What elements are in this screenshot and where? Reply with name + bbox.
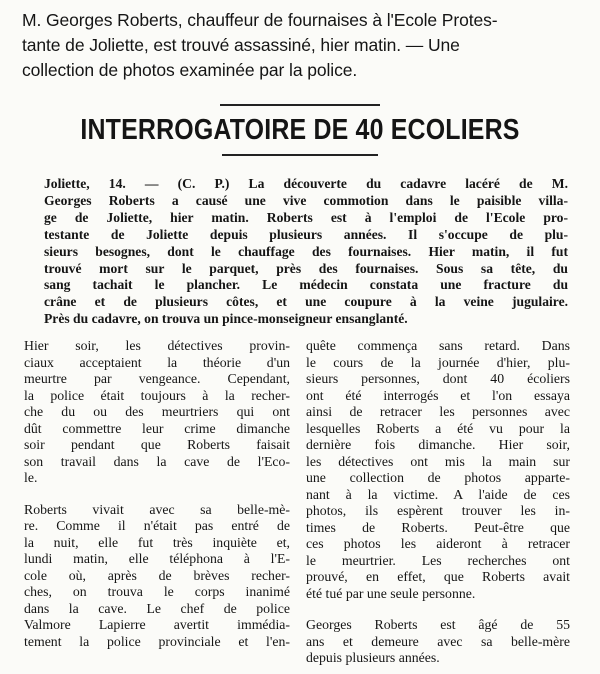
lead-line: Près du cadavre, on trouva un pince-monseigneur ensanglanté. xyxy=(44,311,408,327)
text-line: ciaux acceptaient la théorie d'un xyxy=(24,354,290,370)
text-line: ches, on trouva le corps inanimé xyxy=(24,584,290,599)
text-line: quête commença sans retard. Dans xyxy=(306,338,570,353)
paragraph-gap xyxy=(306,602,570,617)
text-line: ces photos les aideront à retracer xyxy=(306,536,570,551)
text-line: times de Roberts. Peut-être que xyxy=(306,519,570,535)
lead-line: sang tachait le plancher. Le médecin constata une fracture du xyxy=(44,277,568,293)
text-line: Georges Roberts est âgé de 55 xyxy=(306,617,570,632)
lead-line: testante de Joliette depuis plusieurs années. Il s'occupe de plu- xyxy=(44,226,568,242)
body-paragraph xyxy=(24,338,290,487)
text-line: les détectives ont mis la main sur xyxy=(306,453,570,469)
headline-rule-bottom xyxy=(222,154,378,156)
body-column-left xyxy=(24,338,290,650)
text-line: la police était toujours à la recher- xyxy=(24,387,290,403)
lead-line: Joliette, 14. — (C. P.) La découverte du cadavre lacéré de M. xyxy=(44,176,568,191)
text-line: le. xyxy=(24,470,38,485)
text-line: ans et demeure avec sa belle-mère xyxy=(306,633,570,649)
lead-line: crâne et de plusieurs côtes, et une coupure à la veine jugulaire. xyxy=(44,294,568,310)
text-line: meurtre par vengeance. Cependant, xyxy=(24,371,290,386)
deck-line: M. Georges Roberts, chauffeur de fournaises à l'Ecole Protes- xyxy=(22,10,498,30)
text-line: le meurtrier. Les recherches ont xyxy=(306,552,570,568)
text-line: dernière fois dimanche. Hier soir, xyxy=(306,437,570,452)
text-line: dût commettre leur crime dimanche xyxy=(24,420,290,436)
deck-line: collection de photos examinée par la police. xyxy=(22,60,358,80)
text-line: soir pendant que Roberts faisait xyxy=(24,437,290,452)
deck-line: tante de Joliette, est trouvé assassiné, hier matin. — Une xyxy=(22,35,460,55)
headline-rule-top xyxy=(220,104,380,106)
lead-paragraph xyxy=(44,176,568,328)
body-column-right xyxy=(306,338,570,667)
text-line: son travail dans la cave de l'Eco- xyxy=(24,453,290,469)
text-line: tement la police provinciale et l'en- xyxy=(24,633,290,649)
text-line: dans la cave. Le chef de police xyxy=(24,600,290,616)
text-line: Valmore Lapierre avertit immédia- xyxy=(24,617,290,632)
text-line: une collection de photos apparte- xyxy=(306,470,570,485)
article-headline: INTERROGATOIRE DE 40 ECOLIERS xyxy=(80,114,520,146)
text-line: le cours de la journée d'hier, plu- xyxy=(306,354,570,370)
text-line: ainsi de retracer les personnes avec xyxy=(306,404,570,419)
lead-line: ge de Joliette, hier matin. Roberts est à l'emploi de l'Ecole pro- xyxy=(44,209,568,225)
text-line: la nuit, elle fut très inquiète et, xyxy=(24,534,290,550)
text-line: nant à la victime. A l'aide de ces xyxy=(306,486,570,502)
lead-line: trouvé mort sur le parquet, près des fournaises. Sous sa tête, du xyxy=(44,260,568,276)
paragraph-gap xyxy=(24,487,290,502)
text-line: prouvé, en effet, que Roberts avait xyxy=(306,569,570,584)
body-paragraph xyxy=(306,338,570,602)
lead-line: Georges Roberts a causé une vive commotion dans le paisible villa- xyxy=(44,192,568,208)
body-paragraph xyxy=(306,617,570,667)
body-paragraph xyxy=(24,502,290,651)
article-deck xyxy=(22,8,590,83)
text-line: Hier soir, les détectives provin- xyxy=(24,338,290,353)
text-line: che du ou des meurtriers qui ont xyxy=(24,404,290,419)
text-line: Roberts vivait avec sa belle-mè- xyxy=(24,501,290,517)
text-line: re. Comme il n'était pas entré de xyxy=(24,518,290,533)
text-line: lundi matin, elle téléphona à l'E- xyxy=(24,551,290,566)
text-line: cole où, après de brèves recher- xyxy=(24,567,290,583)
text-line: photos, ils espèrent trouver les in- xyxy=(306,503,570,518)
lead-line: sieurs besognes, dont le chauffage des fournaises. Hier matin, il fut xyxy=(44,243,568,259)
text-line: ont été interrogés et l'on essaya xyxy=(306,387,570,403)
text-line: sieurs personnes, dont 40 écoliers xyxy=(306,371,570,386)
text-line: depuis plusieurs années. xyxy=(306,650,440,665)
text-line: lesquelles Roberts a été vu pour la xyxy=(306,420,570,436)
text-line: été tué par une seule personne. xyxy=(306,585,476,601)
